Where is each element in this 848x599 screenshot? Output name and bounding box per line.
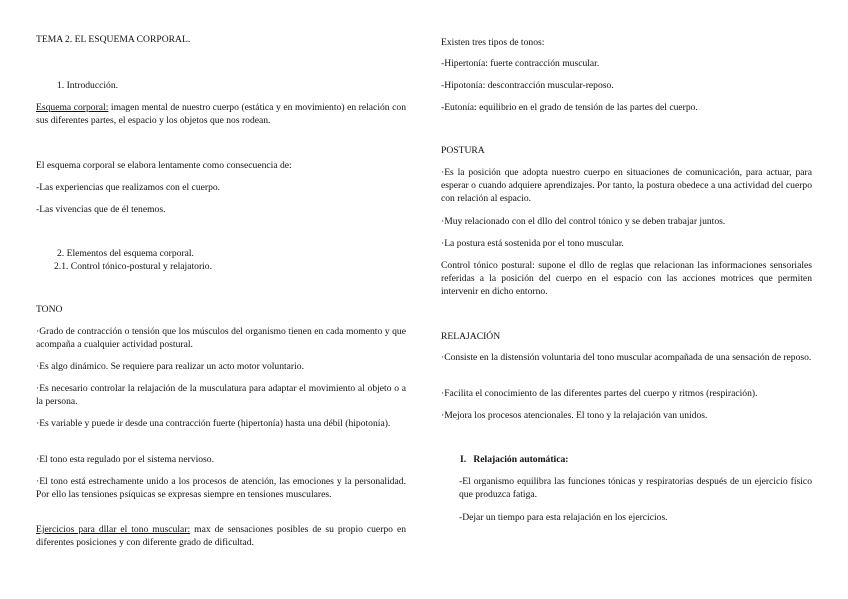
tono-paragraph-2: ·Es algo dinámico. Se requiere para realizar un acto motor voluntario. bbox=[36, 361, 304, 372]
esquema-definition bbox=[36, 102, 406, 128]
postura-paragraph-1: ·Es la posición que adopta nuestro cuerpo en situaciones de comunicación, para actuar, para esperar o cuando adquiere aprendizajes. Por tanto, la postura obedece a una actividad del cuerpo con relación al espacio. bbox=[441, 167, 812, 204]
relajacion-paragraph-1: ·Consiste en la distensión voluntaria del tono muscular acompañada de una sensación de reposo. bbox=[441, 352, 812, 363]
esquema-term: Esquema corporal: bbox=[36, 102, 109, 113]
ejercicios-paragraph bbox=[36, 524, 406, 550]
tono-paragraph-5: ·El tono esta regulado por el sistema nervioso. bbox=[36, 454, 214, 465]
tipos-intro: Existen tres tipos de tonos: bbox=[441, 37, 545, 48]
tono-paragraph-1: ·Grado de contracción o tensión que los músculos del organismo tienen en cada momento y que acompaña a cualquier actividad postural. bbox=[36, 326, 406, 350]
relajacion-automatica-title: Relajación automática: bbox=[473, 454, 569, 465]
tono-paragraph-4: ·Es variable y puede ir desde una contracción fuerte (hipertonía) hasta una débil (hipotonía). bbox=[36, 418, 391, 429]
section-heading-elementos: 2. Elementos del esquema corporal. bbox=[57, 248, 194, 259]
subsection-heading-control: 2.1. Control tónico-postural y relajatorio. bbox=[54, 261, 212, 272]
esquema-definition-text: imagen mental de nuestro cuerpo (estática y en movimiento) en relación con sus diferentes partes, el espacio y los objetos que nos rodean. bbox=[36, 102, 406, 126]
ejercicios-definition: max de sensaciones posibles de su propio cuerpo en diferentes posiciones y con diferente grado de dificultad. bbox=[36, 524, 407, 548]
automatica-paragraph-1: -El organismo equilibra las funciones tónicas y respiratorias después de un ejercicio físico que produzca fatiga. bbox=[459, 476, 812, 500]
section-heading-introduccion: 1. Introducción. bbox=[57, 80, 119, 91]
relajacion-paragraph-3: ·Mejora los procesos atencionales. El tono y la relajación van unidos. bbox=[441, 410, 708, 421]
list-item-hipertonia: -Hipertonía: fuerte contracción muscular. bbox=[441, 58, 600, 69]
tono-paragraph-3: ·Es necesario controlar la relajación de la musculatura para adaptar el movimiento al objeto o a la persona. bbox=[36, 383, 406, 407]
tono-heading: TONO bbox=[36, 304, 63, 315]
relajacion-automatica-number: I. bbox=[460, 454, 467, 465]
postura-paragraph-3: ·La postura está sostenida por el tono muscular. bbox=[441, 238, 624, 249]
elabora-paragraph: El esquema corporal se elabora lentamente como consecuencia de: bbox=[36, 160, 292, 171]
postura-heading: POSTURA bbox=[441, 145, 485, 156]
document-title: TEMA 2. EL ESQUEMA CORPORAL. bbox=[36, 34, 191, 45]
relajacion-automatica-heading bbox=[441, 454, 812, 467]
relajacion-paragraph-2: ·Facilita el conocimiento de las diferentes partes del cuerpo y ritmos (respiración). bbox=[441, 388, 758, 399]
tono-paragraph-6: ·El tono está estrechamente unido a los procesos de atención, las emociones y la personalidad. Por ello las tensiones psíquicas se expresas siempre en tensiones musculares. bbox=[36, 476, 406, 500]
ejercicios-term: Ejercicios para dllar el tono muscular: bbox=[36, 524, 191, 535]
list-item-eutonia: -Eutonía: equilibrio en el grado de tensión de las partes del cuerpo. bbox=[441, 102, 698, 113]
list-item-hipotonia: -Hipotonía: descontracción muscular-reposo. bbox=[441, 80, 614, 91]
relajacion-heading: RELAJACIÓN bbox=[441, 331, 501, 342]
list-item-vivencias: -Las vivencias que de él tenemos. bbox=[36, 204, 166, 215]
list-item-experiencias: -Las experiencias que realizamos con el cuerpo. bbox=[36, 182, 221, 193]
automatica-paragraph-2: -Dejar un tiempo para esta relajación en los ejercicios. bbox=[459, 512, 668, 523]
postura-paragraph-2: ·Muy relacionado con el dllo del control tónico y se deben trabajar juntos. bbox=[441, 216, 726, 227]
postura-paragraph-4: Control tónico postural: supone el dllo de reglas que relacionan las informaciones sensoriales referidas a la posición del cuerpo en el espacio con las acciones motrices que permiten intervenir en dicho entorno. bbox=[441, 260, 812, 297]
